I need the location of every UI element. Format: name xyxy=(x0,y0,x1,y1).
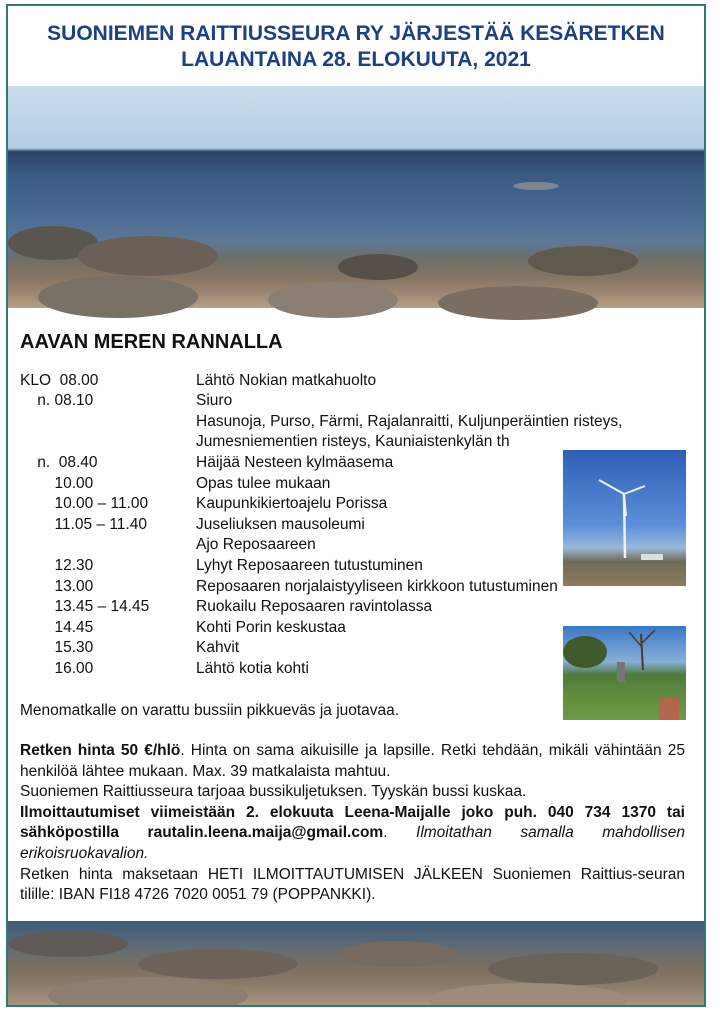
schedule-time: n. 08.10 xyxy=(20,392,94,410)
schedule-event: Reposaaren norjalaistyyliseen kirkkoon tutustuminen xyxy=(196,577,558,595)
schedule-event: Lähtö Nokian matkahuolto xyxy=(196,371,377,389)
schedule-time: 14.45 xyxy=(20,618,94,636)
schedule-event: Juseliuksen mausoleumi xyxy=(196,515,365,533)
diet-request: Ilmoitathan samalla mahdollisen erikoisruokavalion. xyxy=(20,824,685,863)
schedule-event: Kohti Porin keskustaa xyxy=(196,618,346,636)
poster-header xyxy=(8,6,704,84)
schedule-event: Ruokailu Reposaaren ravintolassa xyxy=(196,598,433,616)
schedule-row xyxy=(20,453,685,474)
schedule-row xyxy=(20,371,685,392)
schedule-time: 15.30 xyxy=(20,639,94,657)
schedule-time: 12.30 xyxy=(20,556,94,574)
schedule-row xyxy=(20,659,685,680)
schedule-event: Kahvit xyxy=(196,639,240,657)
price-label: Retken hinta 50 €/hlö xyxy=(20,742,181,760)
provisions-note: Menomatkalle on varattu bussiin pikkueväs ja juotavaa. xyxy=(20,701,400,719)
rocky-shore-photo xyxy=(8,921,704,1007)
schedule-row xyxy=(20,556,685,577)
schedule-time: 13.00 xyxy=(20,577,94,595)
seashore-photo xyxy=(8,86,704,308)
schedule-time: KLO 08.00 xyxy=(20,371,99,389)
schedule-time: 13.45 – 14.45 xyxy=(20,598,150,616)
section-title: AAVAN MEREN RANNALLA xyxy=(20,331,283,353)
schedule-time: 11.05 – 11.40 xyxy=(20,515,147,533)
schedule-time: 16.00 xyxy=(20,659,94,677)
schedule-time xyxy=(20,432,196,453)
schedule-event: Ajo Reposaareen xyxy=(196,536,316,554)
schedule-row xyxy=(20,597,685,618)
schedule-event: Lyhyt Reposaareen tutustuminen xyxy=(196,556,423,574)
schedule-row xyxy=(20,494,685,515)
schedule-event: Häijää Nesteen kylmäasema xyxy=(196,453,394,471)
signup-separator: . xyxy=(383,824,417,842)
schedule-event: Kaupunkikiertoajelu Porissa xyxy=(196,495,388,513)
schedule-row xyxy=(20,391,685,412)
schedule-time: n. 08.40 xyxy=(20,453,98,471)
transport-paragraph: Suoniemen Raittiusseura tarjoaa bussikuljetuksen. Tyyskän bussi kuskaa. xyxy=(20,783,527,801)
schedule-row xyxy=(20,535,685,556)
schedule-time: 10.00 – 11.00 xyxy=(20,495,149,513)
schedule-time xyxy=(20,412,196,433)
schedule-event: Lähtö kotia kohti xyxy=(196,659,309,677)
signup-paragraph xyxy=(20,803,685,865)
schedule-row xyxy=(20,474,685,495)
payment-paragraph: Retken hinta maksetaan HETI ILMOITTAUTUMISEN JÄLKEEN Suoniemen Raittius-seuran tilille: IBAN FI18 4726 7020 0051 79 (POPPANKKI). xyxy=(20,865,685,904)
poster-body xyxy=(20,332,685,906)
signup-contact: Ilmoittautumiset viimeistään 2. elokuuta Leena-Maijalle joko puh. 040 734 1370 tai sähköpostilla rautalin.leena.maija@gmail.com xyxy=(20,803,685,842)
schedule-row xyxy=(20,577,685,598)
schedule-event: Siuro xyxy=(196,392,233,410)
schedule-list xyxy=(20,371,685,680)
schedule-event: Opas tulee mukaan xyxy=(196,474,331,492)
price-paragraph xyxy=(20,741,685,782)
schedule-row xyxy=(20,618,685,639)
price-details: . Hinta on sama aikuisille ja lapsille. Retki tehdään, mikäli vähintään 25 henkilöä lähtee mukaan. Max. 39 matkalaista mahtuu. xyxy=(20,742,685,780)
schedule-event: Hasunoja, Purso, Färmi, Rajalanraitti, Kuljunperäintien risteys, xyxy=(196,412,623,430)
schedule-row xyxy=(20,638,685,659)
schedule-row xyxy=(20,412,685,433)
info-block xyxy=(20,741,685,906)
header-line-1: SUONIEMEN RAITTIUSSEURA RY JÄRJESTÄÄ KESÄRETKEN xyxy=(47,22,665,45)
schedule-row xyxy=(20,515,685,536)
header-line-2: LAUANTAINA 28. ELOKUUTA, 2021 xyxy=(181,48,531,71)
schedule-row xyxy=(20,432,685,453)
schedule-event: Jumesniementien risteys, Kauniaistenkylän th xyxy=(196,433,510,451)
schedule-time xyxy=(20,535,196,556)
schedule-time: 10.00 xyxy=(20,474,94,492)
